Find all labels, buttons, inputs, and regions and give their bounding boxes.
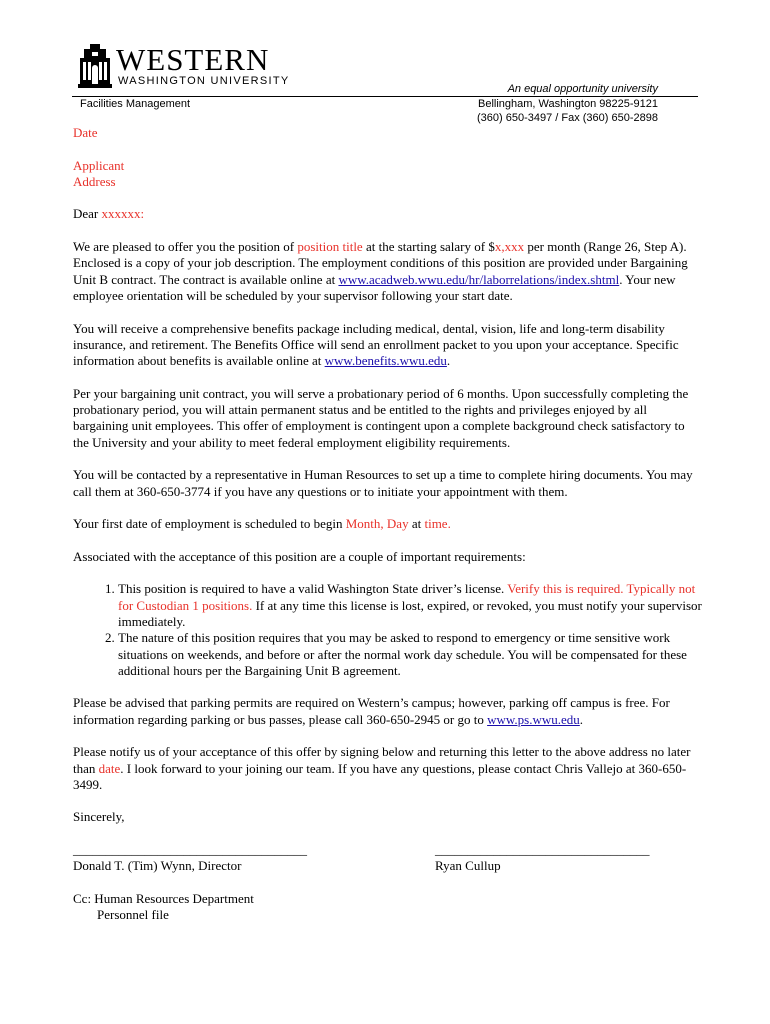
parking-link[interactable]: www.ps.wwu.edu (487, 711, 580, 727)
cc-line: Cc: Human Resources Department (73, 890, 254, 906)
signer-name: Donald T. (Tim) Wynn, Director (73, 858, 242, 874)
text: at (408, 516, 425, 532)
position-title-placeholder: position title (297, 239, 363, 255)
salary-placeholder: x,xxx (494, 239, 525, 255)
cc-block (73, 891, 703, 924)
requirements-intro: Associated with the acceptance of this position are a couple of important requirements: (73, 548, 526, 564)
deadline-placeholder: date (98, 760, 121, 776)
salutation-prefix: Dear (73, 206, 102, 222)
text: Your first date of employment is scheduled to begin (73, 516, 346, 532)
probation-paragraph: Per your bargaining unit contract, you will serve a probationary period of 6 months. Upon successfully completing the probationary period, you will attain permanent status and be entitled to the rights and privileges enjoyed by all bargaining unit employees. This offer of employment is contingent upon a complete background check satisfactory to the University and your ability to meet federal employment eligibility requirements. (73, 385, 689, 450)
benefits-link[interactable]: www.benefits.wwu.edu (324, 353, 447, 369)
recipient-address: Address (73, 173, 116, 189)
recipient-block (73, 158, 703, 191)
logo-subtitle: WASHINGTON UNIVERSITY (118, 75, 290, 87)
text: at the starting salary of $ (362, 239, 495, 255)
offer-paragraph (73, 239, 703, 304)
building-icon (78, 44, 112, 88)
text: . I look forward to your joining our team. If you have any questions, please contact Chris Vallejo at 360-650-3499. (73, 760, 687, 792)
salutation-name: xxxxxx: (101, 206, 145, 222)
text: Please notify us of your acceptance of this offer by signing below and returning this letter to the above address no later than (73, 744, 691, 776)
contact-address (477, 97, 658, 125)
wwu-logo (78, 44, 290, 90)
signature-line: ____________________________________ (73, 842, 307, 858)
address-line: Bellingham, Washington 98225-9121 (478, 98, 658, 110)
signature-line: _________________________________ (435, 842, 650, 858)
signer-name: Ryan Cullup (435, 858, 501, 874)
department-name: Facilities Management (80, 98, 191, 110)
signature-applicant (435, 842, 650, 875)
recipient-name: Applicant (73, 157, 125, 173)
start-time-placeholder: time. (424, 516, 451, 532)
phone-line: (360) 650-3497 / Fax (360) 650-2898 (476, 112, 658, 124)
hr-contact-paragraph: You will be contacted by a representative in Human Resources to set up a time to complete hiring documents. You may call them at 360-650-3774 if you have any questions or to initiate your appointment with them. (73, 467, 693, 499)
benefits-paragraph (73, 321, 703, 370)
text: . (579, 711, 584, 727)
acceptance-paragraph (73, 744, 703, 793)
closing: Sincerely, (73, 809, 125, 825)
text: per month (Range 26, Step A). Enclosed is a copy of your job description. The employment conditions of this position are provided under Bargaining Unit B contract. The contract is available online at (73, 239, 688, 287)
letter-body (73, 125, 703, 923)
start-date-paragraph (73, 516, 703, 532)
text: . (446, 353, 451, 369)
text: You will receive a comprehensive benefits package including medical, dental, vision, life and long-term disability insurance, and retirement. The Benefits Office will send an enrollment packet to you upon your acceptance. Specific information about benefits is available online at (73, 320, 679, 369)
start-date-placeholder: Month, Day (345, 516, 409, 532)
list-item (118, 581, 703, 630)
text: If at any time this license is lost, expired, or revoked, you must notify your supervisor immediately. (118, 597, 702, 629)
salutation (73, 206, 703, 222)
requirements-list (73, 581, 703, 679)
text: We are pleased to offer you the position of (73, 239, 298, 255)
text: Please be advised that parking permits are required on Western’s campus; however, parking off campus is free. For information regarding parking or bus passes, please call 360-650-2945 or go to (73, 695, 670, 727)
cc-line: Personnel file (97, 906, 169, 922)
list-item: 2. The nature of this position requires that you may be asked to respond to emergency or time sensitive work situations on weekends, and before or after the normal work day schedule. You will be compensated for these additional hours per the Bargaining Unit B agreement. (118, 630, 703, 679)
parking-paragraph (73, 695, 703, 728)
labor-relations-link[interactable]: www.acadweb.wwu.edu/hr/laborrelations/index.shtml (338, 271, 620, 287)
license-note-placeholder: Verify this is required. Typically not for Custodian 1 positions. (118, 581, 696, 613)
equal-opportunity-tagline: An equal opportunity university (507, 83, 658, 95)
text: . Your new employee orientation will be scheduled by your supervisor following your start date. (73, 271, 676, 303)
logo-wordmark: WESTERN (116, 42, 270, 77)
text: This position is required to have a valid Washington State driver’s license. (118, 581, 508, 597)
signature-block (73, 842, 703, 875)
signature-director (73, 842, 435, 875)
letter-date: Date (73, 125, 98, 140)
